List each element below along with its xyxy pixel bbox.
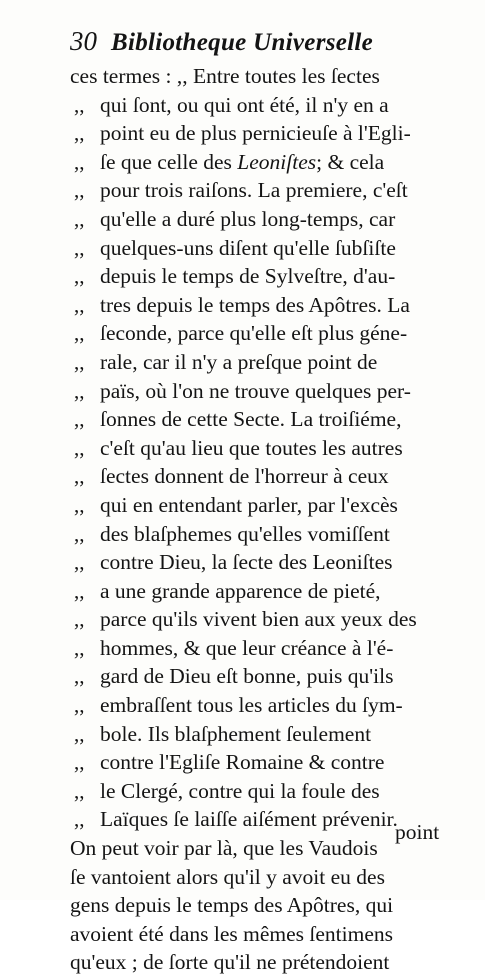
text-line bbox=[70, 148, 442, 177]
line-text bbox=[70, 834, 442, 863]
line-text bbox=[100, 777, 442, 806]
running-title: Bibliotheque Universelle bbox=[111, 29, 374, 56]
quotation-mark: ,, bbox=[74, 778, 85, 803]
page-header bbox=[70, 26, 450, 60]
text-line bbox=[70, 291, 442, 320]
line-segment: qu'eux ; de ſorte qu'il ne prétendoient bbox=[70, 950, 390, 975]
line-segment: gard de Dieu eſt bonne, puis qu'ils bbox=[100, 664, 394, 689]
text-line bbox=[70, 577, 442, 606]
text-line bbox=[70, 119, 442, 148]
line-text bbox=[70, 920, 442, 949]
text-line bbox=[70, 234, 442, 263]
body-text bbox=[70, 62, 442, 977]
text-line bbox=[70, 834, 442, 863]
line-segment: pour trois raiſons. La premiere, c'eſt bbox=[100, 178, 408, 203]
line-text bbox=[100, 148, 442, 177]
line-text bbox=[100, 748, 442, 777]
line-text bbox=[100, 548, 442, 577]
line-segment: tres depuis le temps des Apôtres. La bbox=[100, 292, 410, 317]
text-line bbox=[70, 805, 442, 834]
quotation-mark: ,, bbox=[74, 121, 85, 146]
text-line bbox=[70, 748, 442, 777]
line-text bbox=[100, 720, 442, 749]
line-segment: bole. Ils blaſphement ſeulement bbox=[100, 721, 372, 746]
quotation-mark: ,, bbox=[74, 521, 85, 546]
line-text bbox=[100, 405, 442, 434]
line-segment: ſeconde, parce qu'elle eſt plus géne- bbox=[100, 321, 408, 346]
text-line bbox=[70, 948, 442, 977]
line-text bbox=[100, 234, 442, 263]
line-segment: contre l'Egliſe Romaine & contre bbox=[100, 750, 385, 775]
text-line bbox=[70, 405, 442, 434]
line-text bbox=[70, 891, 442, 920]
line-segment: point eu de plus pernicieuſe à l'Egli- bbox=[100, 121, 411, 146]
quotation-mark: ,, bbox=[74, 750, 85, 775]
text-line bbox=[70, 377, 442, 406]
quotation-mark: ,, bbox=[74, 664, 85, 689]
line-segment: embraſſent tous les articles du ſym- bbox=[100, 693, 403, 718]
quotation-mark: ,, bbox=[74, 378, 85, 403]
quotation-mark: ,, bbox=[74, 607, 85, 632]
line-segment: a une grande apparence de pieté, bbox=[100, 578, 381, 603]
quotation-mark: ,, bbox=[74, 550, 85, 575]
line-text bbox=[100, 91, 442, 120]
line-text bbox=[100, 348, 442, 377]
line-text bbox=[100, 434, 442, 463]
catchword: point bbox=[395, 820, 440, 844]
quotation-mark: ,, bbox=[74, 464, 85, 489]
text-line bbox=[70, 462, 442, 491]
text-line bbox=[70, 691, 442, 720]
line-segment: le Clergé, contre qui la foule des bbox=[100, 778, 380, 803]
line-segment: depuis le temps de Sylveſtre, d'au- bbox=[100, 264, 396, 289]
line-text bbox=[70, 863, 442, 892]
line-segment: c'eſt qu'au lieu que toutes les autres bbox=[100, 435, 403, 460]
line-segment: rale, car il n'y a preſque point de bbox=[100, 349, 378, 374]
quotation-mark: ,, bbox=[74, 149, 85, 174]
line-text bbox=[100, 634, 442, 663]
line-text bbox=[100, 119, 442, 148]
line-text bbox=[100, 291, 442, 320]
line-segment: ; & cela bbox=[316, 149, 385, 174]
line-text bbox=[100, 262, 442, 291]
quotation-mark: ,, bbox=[74, 349, 85, 374]
line-text bbox=[100, 377, 442, 406]
line-text bbox=[100, 805, 442, 834]
line-segment: hommes, & que leur créance à l'é- bbox=[100, 635, 394, 660]
line-text bbox=[70, 948, 442, 977]
line-text bbox=[100, 462, 442, 491]
line-segment: contre Dieu, la ſecte des Leoniſtes bbox=[100, 550, 393, 575]
line-text bbox=[100, 491, 442, 520]
text-line bbox=[70, 777, 442, 806]
text-line bbox=[70, 319, 442, 348]
text-line bbox=[70, 62, 442, 91]
quotation-mark: ,, bbox=[74, 578, 85, 603]
line-segment: On peut voir par là, que les Vaudois bbox=[70, 836, 378, 861]
quotation-mark: ,, bbox=[74, 92, 85, 117]
quotation-mark: ,, bbox=[74, 206, 85, 231]
quotation-mark: ,, bbox=[74, 721, 85, 746]
line-segment: païs, où l'on ne trouve quelques per- bbox=[100, 378, 411, 403]
quotation-mark: ,, bbox=[74, 807, 85, 832]
line-segment: qui en entendant parler, par l'excès bbox=[100, 492, 398, 517]
line-segment: avoient été dans les mêmes ſentimens bbox=[70, 921, 394, 946]
line-text bbox=[100, 605, 442, 634]
line-text bbox=[70, 62, 442, 91]
text-line bbox=[70, 176, 442, 205]
quotation-mark: ,, bbox=[74, 492, 85, 517]
page-number: 30 bbox=[70, 26, 97, 56]
line-text bbox=[100, 520, 442, 549]
line-text bbox=[100, 577, 442, 606]
text-line bbox=[70, 91, 442, 120]
line-segment: des blaſphemes qu'elles vomiſſent bbox=[100, 521, 390, 546]
line-segment: ſectes donnent de l'horreur à ceux bbox=[100, 464, 389, 489]
quotation-mark: ,, bbox=[74, 407, 85, 432]
text-line bbox=[70, 605, 442, 634]
text-line bbox=[70, 891, 442, 920]
line-segment: Laïques ſe laiſſe aiſément prévenir. bbox=[100, 807, 398, 832]
text-line bbox=[70, 491, 442, 520]
line-text bbox=[100, 691, 442, 720]
quotation-mark: ,, bbox=[74, 264, 85, 289]
text-line bbox=[70, 662, 442, 691]
italic-name: Leoniſtes bbox=[237, 149, 317, 174]
line-segment: ces termes : ,, Entre toutes les ſectes bbox=[70, 64, 380, 88]
text-line bbox=[70, 205, 442, 234]
line-segment: gens depuis le temps des Apôtres, qui bbox=[70, 893, 394, 918]
text-line bbox=[70, 548, 442, 577]
line-segment: qui ſont, ou qui ont été, il n'y en a bbox=[100, 92, 389, 117]
line-segment: parce qu'ils vivent bien aux yeux des bbox=[100, 607, 417, 632]
quotation-mark: ,, bbox=[74, 235, 85, 260]
quotation-mark: ,, bbox=[74, 178, 85, 203]
quotation-mark: ,, bbox=[74, 321, 85, 346]
quotation-mark: ,, bbox=[74, 292, 85, 317]
text-line bbox=[70, 863, 442, 892]
quotation-mark: ,, bbox=[74, 435, 85, 460]
text-line bbox=[70, 920, 442, 949]
quotation-mark: ,, bbox=[74, 635, 85, 660]
line-segment: quelques-uns diſent qu'elle ſubſiſte bbox=[100, 235, 396, 260]
text-line bbox=[70, 434, 442, 463]
text-line bbox=[70, 634, 442, 663]
text-line bbox=[70, 348, 442, 377]
line-text bbox=[100, 205, 442, 234]
text-line bbox=[70, 262, 442, 291]
text-line bbox=[70, 520, 442, 549]
line-text bbox=[100, 319, 442, 348]
quotation-mark: ,, bbox=[74, 693, 85, 718]
text-line bbox=[70, 720, 442, 749]
line-segment: ſe que celle des bbox=[100, 149, 238, 174]
line-segment: qu'elle a duré plus long-temps, car bbox=[100, 206, 396, 231]
line-text bbox=[100, 662, 442, 691]
line-segment: ſe vantoient alors qu'il y avoit eu des bbox=[70, 864, 385, 889]
line-text bbox=[100, 176, 442, 205]
line-segment: ſonnes de cette Secte. La troiſiéme, bbox=[100, 407, 402, 432]
